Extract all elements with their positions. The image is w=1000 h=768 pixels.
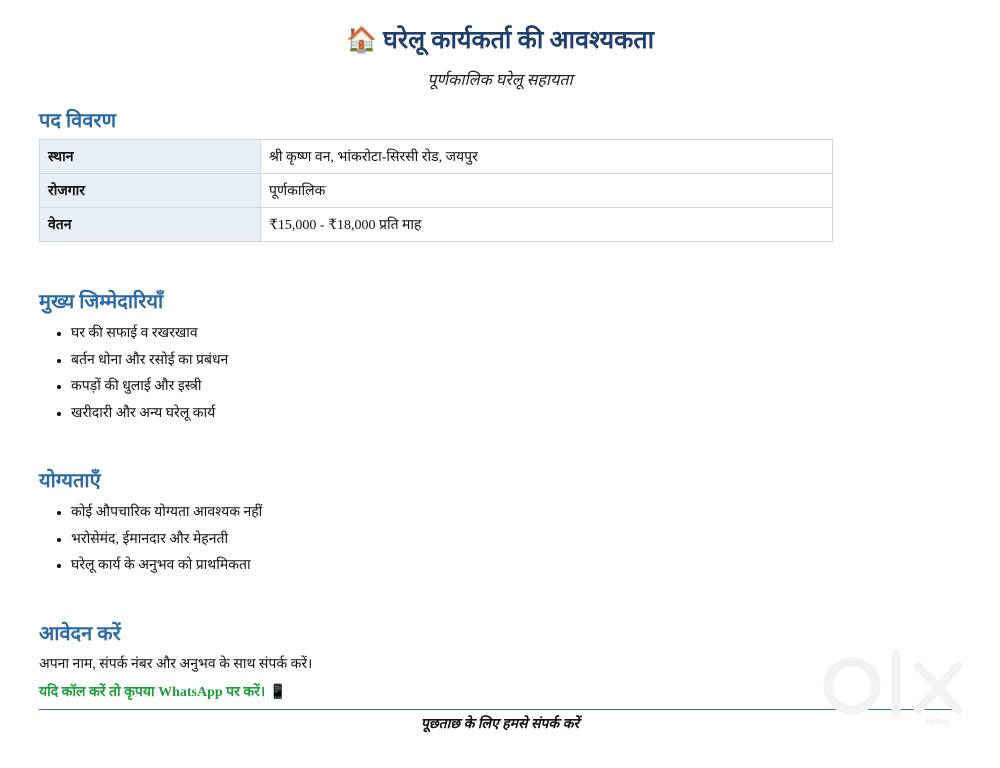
table-row bbox=[40, 174, 833, 208]
details-value-location: श्री कृष्ण वन, भांकरोटा-सिरसी रोड, जयपुर bbox=[261, 140, 833, 174]
details-label-salary: वेतन bbox=[40, 208, 261, 242]
mobile-phone-icon: 📱 bbox=[269, 684, 287, 700]
details-heading: पद विवरण bbox=[39, 110, 117, 132]
qualifications-list bbox=[39, 500, 262, 580]
apply-text: अपना नाम, संपर्क नंबर और अनुभव के साथ संपर्क करें। bbox=[39, 657, 313, 672]
list-item: • घरेलू कार्य के अनुभव को प्राथमिकता bbox=[71, 553, 262, 580]
details-label-employment: रोजगार bbox=[40, 174, 261, 208]
list-item: • बर्तन धोना और रसोई का प्रबंधन bbox=[71, 348, 228, 375]
olx-region-label: INDIA bbox=[925, 718, 951, 726]
list-item: • भरोसेमंद, ईमानदार और मेहनती bbox=[71, 527, 262, 554]
page-title bbox=[0, 22, 1000, 56]
table-row bbox=[40, 208, 833, 242]
page-title-text: घरेलू कार्यकर्ता की आवश्यकता bbox=[383, 27, 655, 54]
details-value-employment: पूर्णकालिक bbox=[261, 174, 833, 208]
details-table bbox=[39, 139, 833, 242]
olx-logo-icon bbox=[820, 648, 970, 728]
footer-text: पूछताछ के लिए हमसे संपर्क करें bbox=[420, 717, 580, 732]
whatsapp-note bbox=[39, 682, 287, 701]
details-value-salary: ₹15,000 - ₹18,000 प्रति माह bbox=[261, 208, 833, 242]
responsibilities-list bbox=[39, 321, 228, 427]
whatsapp-note-text: यदि कॉल करें तो कृपया WhatsApp पर करें। bbox=[39, 685, 266, 700]
table-row bbox=[40, 140, 833, 174]
list-item: • घर की सफाई व रखरखाव bbox=[71, 321, 228, 348]
apply-heading: आवेदन करें bbox=[39, 623, 121, 645]
details-label-location: स्थान bbox=[40, 140, 261, 174]
house-icon: 🏠 bbox=[345, 25, 378, 54]
list-item: • कोई औपचारिक योग्यता आवश्यक नहीं bbox=[71, 500, 262, 527]
page-subtitle: पूर्णकालिक घरेलू सहायता bbox=[427, 72, 573, 89]
responsibilities-heading: मुख्य जिम्मेदारियाँ bbox=[39, 291, 164, 313]
list-item: • कपड़ों की धुलाई और इस्त्री bbox=[71, 374, 228, 401]
list-item: • खरीदारी और अन्य घरेलू कार्य bbox=[71, 401, 228, 428]
qualifications-heading: योग्यताएँ bbox=[39, 470, 101, 492]
